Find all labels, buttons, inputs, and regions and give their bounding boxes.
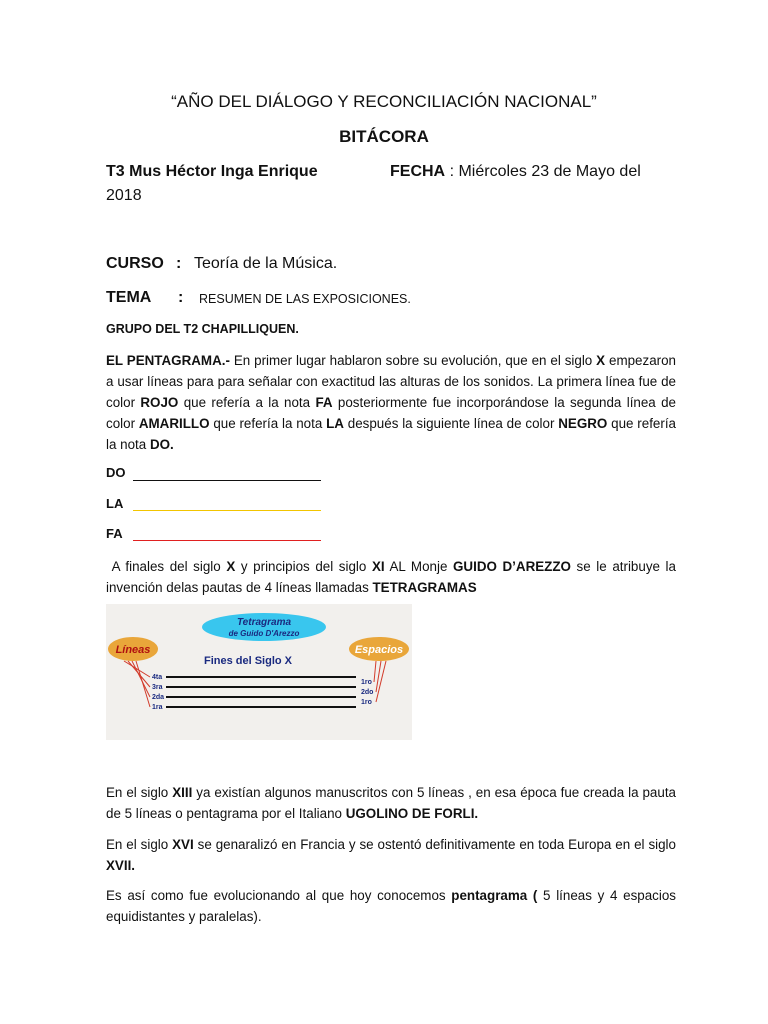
pointer-arrows-left bbox=[124, 661, 150, 707]
space-label: 1ro bbox=[361, 699, 372, 706]
p2-century: X bbox=[226, 559, 236, 574]
p1-note-do: DO. bbox=[149, 437, 174, 452]
paragraph-conclusion bbox=[106, 885, 676, 927]
author-name: T3 Mus Héctor Inga Enrique bbox=[106, 163, 318, 180]
tema-row bbox=[106, 289, 411, 307]
p2-monk: GUIDO D’AREZZO bbox=[453, 559, 571, 574]
note-line-do bbox=[133, 480, 321, 481]
p4-century: XVII. bbox=[106, 858, 136, 873]
space-label: 1ro bbox=[361, 679, 372, 686]
p1-text: que refería a la nota bbox=[178, 395, 316, 410]
space-label: 2do bbox=[361, 689, 374, 696]
motto-heading: “AÑO DEL DIÁLOGO Y RECONCILIACIÓN NACIONAL” bbox=[171, 92, 597, 111]
p1-text: En primer lugar hablaron sobre su evolución, que en el siglo bbox=[229, 353, 597, 368]
tema-value: RESUMEN DE LAS EXPOSICIONES. bbox=[199, 292, 411, 306]
p1-text: que refería la nota bbox=[106, 416, 677, 452]
p2-text: AL Monje bbox=[384, 559, 454, 574]
date-label: FECHA bbox=[390, 163, 446, 180]
p3-century: XIII bbox=[172, 785, 193, 800]
p1-text: después la siguiente línea de color bbox=[343, 416, 559, 431]
p1-text: empezaron a usar líneas para para señalar con exactitud las alturas de los sonidos. La primera línea fue de color bbox=[106, 353, 676, 410]
curso-row bbox=[106, 255, 338, 273]
p4-text: En el siglo bbox=[106, 837, 173, 852]
paragraph-siglo-xiii bbox=[106, 782, 676, 824]
espacios-label: Espacios bbox=[354, 644, 404, 656]
line-label: 3ra bbox=[152, 684, 163, 691]
tetragrama-illustration bbox=[106, 604, 412, 740]
p5-term: pentagrama ( bbox=[451, 888, 538, 903]
p1-note-fa: FA bbox=[315, 395, 333, 410]
p3-text: ya existían algunos manuscritos con 5 líneas , en esa época fue creada la pauta de 5 líneas o pentagrama por el Italiano bbox=[106, 785, 676, 821]
tetragrama-figure bbox=[106, 604, 412, 740]
p2-text: se le atribuye la invención delas pautas de 4 líneas llamadas bbox=[106, 559, 676, 595]
p3-text: En el siglo bbox=[106, 785, 173, 800]
p1-century: X bbox=[596, 353, 606, 368]
date-year: 2018 bbox=[106, 187, 142, 204]
p2-text: y principios del siglo bbox=[235, 559, 372, 574]
p1-yellow: AMARILLO bbox=[138, 416, 210, 431]
note-line-fa-label: FA bbox=[106, 526, 123, 541]
tema-separator: : bbox=[178, 289, 184, 306]
figure-title: Tetragrama bbox=[236, 617, 292, 628]
p1-text: que refería la nota bbox=[209, 416, 327, 431]
line-label: 1ra bbox=[152, 704, 163, 711]
pointer-arrows-right bbox=[374, 661, 386, 702]
lineas-label: Líneas bbox=[115, 644, 151, 656]
p3-name: UGOLINO DE FORLI. bbox=[345, 806, 479, 821]
line-label: 4ta bbox=[152, 674, 163, 681]
p5-text: Es así como fue evolucionando al que hoy conocemos bbox=[106, 888, 452, 903]
tema-label: TEMA bbox=[106, 289, 152, 306]
note-line-la bbox=[133, 510, 321, 511]
p2-term: TETRAGRAMAS bbox=[372, 580, 477, 595]
p4-century: XVI bbox=[172, 837, 194, 852]
p4-text: se genaralizó en Francia y se ostentó definitivamente en toda Europa en el siglo bbox=[193, 837, 676, 852]
p1-term: EL PENTAGRAMA.- bbox=[106, 353, 230, 368]
paragraph-guido bbox=[106, 556, 676, 598]
group-heading: GRUPO DEL T2 CHAPILLIQUEN. bbox=[106, 322, 299, 336]
figure-title-sub: de Guido D'Arezzo bbox=[228, 629, 300, 638]
note-line-do-label: DO bbox=[106, 465, 126, 480]
paragraph-siglo-xvi bbox=[106, 834, 676, 876]
p2-century: XI bbox=[371, 559, 385, 574]
paragraph-pentagrama bbox=[106, 350, 676, 455]
figure-subtitle: Fines del Siglo X bbox=[203, 655, 293, 667]
p2-text: A finales del siglo bbox=[111, 559, 227, 574]
curso-separator: : bbox=[176, 255, 182, 272]
curso-value: Teoría de la Música. bbox=[194, 255, 338, 272]
p5-text: 5 líneas y 4 espacios equidistantes y paralelas). bbox=[106, 888, 676, 924]
p1-black: NEGRO bbox=[558, 416, 608, 431]
date-value: : Miércoles 23 de Mayo del bbox=[449, 163, 641, 180]
note-line-fa bbox=[133, 540, 321, 541]
date-line bbox=[390, 163, 641, 181]
p1-text: posteriormente fue incorporándose la segunda línea de color bbox=[106, 395, 677, 431]
document-title: BITÁCORA bbox=[339, 127, 429, 146]
p1-note-la: LA bbox=[326, 416, 344, 431]
p1-red: ROJO bbox=[140, 395, 179, 410]
curso-label: CURSO bbox=[106, 255, 164, 272]
line-label: 2da bbox=[152, 694, 165, 701]
note-line-la-label: LA bbox=[106, 496, 124, 511]
